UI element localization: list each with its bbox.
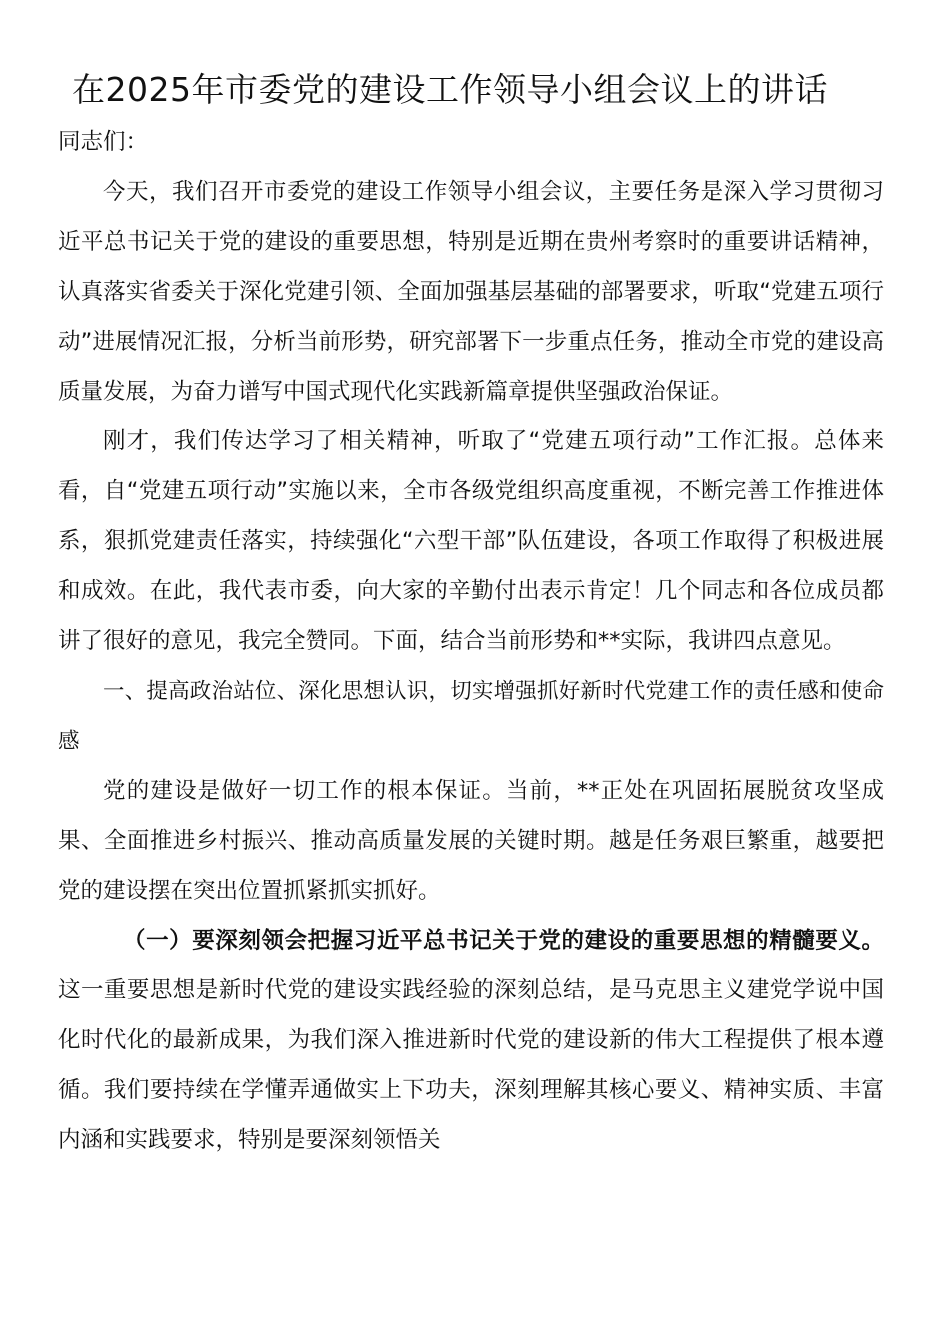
section-heading-one: 一、提高政治站位、深化思想认识，切实增强抓好新时代党建工作的责任感和使命感: [58, 678, 884, 754]
subsection-one-heading: （一）要深刻领会把握习近平总书记关于党的建设的重要思想的精髓要义。: [123, 927, 884, 954]
subsection-one-text: 这一重要思想是新时代党的建设实践经验的深刻总结，是马克思主义建党学说中国化时代化的最新成果，为我们深入推进新时代党的建设新的伟大工程提供了根本遵循。我们要持续在学懂弄通做实上下功夫，深刻理解其核心要义、精神实质、丰富内涵和实践要求，特别是要深刻领悟关: [58, 977, 884, 1154]
document-body: [58, 118, 884, 1166]
salutation: 同志们：: [58, 129, 149, 155]
paragraph-summary: 刚才，我们传达学习了相关精神，听取了“党建五项行动”工作汇报。总体来看，自“党建五项行动”实施以来，全市各级党组织高度重视，不断完善工作推进体系，狠抓党建责任落实，持续强化“六型干部”队伍建设，各项工作取得了积极进展和成效。在此，我代表市委，向大家的辛勤付出表示肯定！几个同志和各位成员都讲了很好的意见，我完全赞同。下面，结合当前形势和**实际，我讲四点意见。: [58, 428, 884, 655]
paragraph-section-one-intro: 党的建设是做好一切工作的根本保证。当前，**正处在巩固拓展脱贫攻坚成果、全面推进乡村振兴、推动高质量发展的关键时期。越是任务艰巨繁重，越要把党的建设摆在突出位置抓紧抓实抓好。: [58, 777, 884, 904]
document-title: 在2025年市委党的建设工作领导小组会议上的讲话: [72, 70, 828, 109]
paragraph-subsection-one: [58, 917, 884, 1167]
paragraph-opening: 今天，我们召开市委党的建设工作领导小组会议，主要任务是深入学习贯彻习近平总书记关于党的建设的重要思想，特别是近期在贵州考察时的重要讲话精神，认真落实省委关于深化党建引领、全面加强基层基础的部署要求，听取“党建五项行动”进展情况汇报，分析当前形势，研究部署下一步重点任务，推动全市党的建设高质量发展，为奋力谱写中国式现代化实践新篇章提供坚强政治保证。: [58, 178, 884, 405]
